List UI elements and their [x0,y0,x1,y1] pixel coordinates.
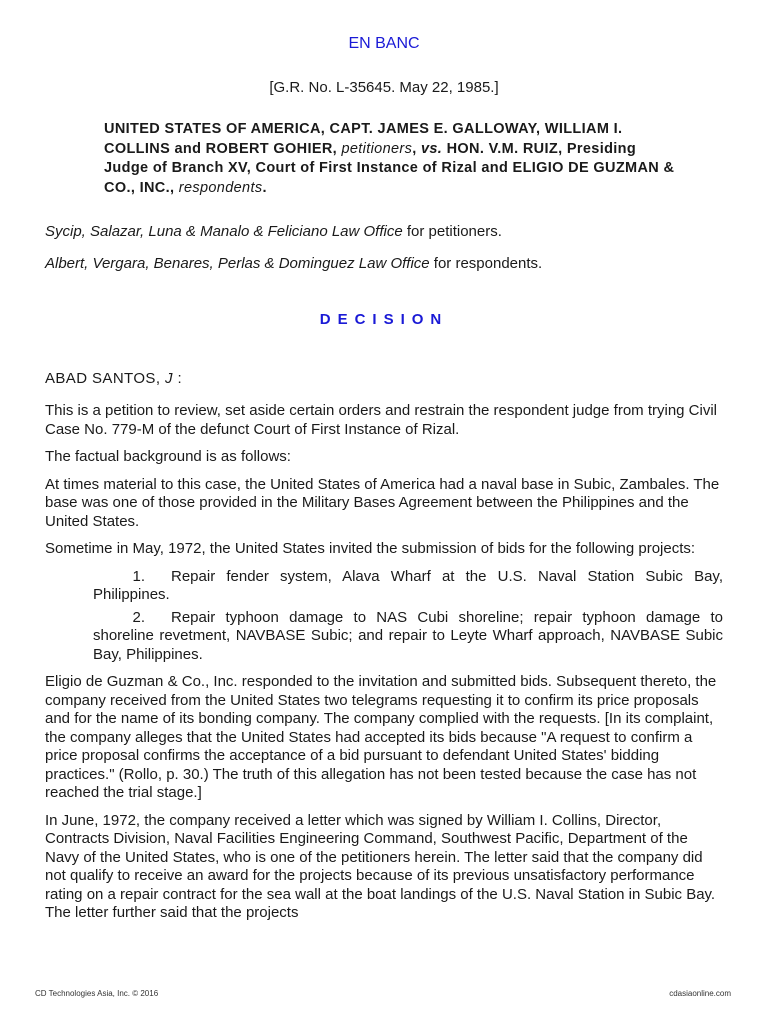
respondents-names: HON. V.M. RUIZ, Presiding Judge of Branch XV, Court of First Instance of Rizal and ELIGIO DE GUZMAN & CO., INC., [104,140,675,196]
paragraph: In June, 1972, the company received a letter which was signed by William I. Collins, Director, Contracts Division, Naval Facilities Engineering Command, Southwest Pacific, Department of the Navy of the United States, who is one of the petitioners herein. The letter said that the company did not qualify to receive an award for the projects because of its previous unsatisfactory performance rating on a repair contract for the sea wall at the boat landings of the U.S. Naval Station in Subic Bay. The letter further said that the projects [45,811,716,921]
case-number: [G.R. No. L-35645. May 22, 1985.] [269,79,499,96]
versus: vs. [420,140,443,157]
ponente: ABAD SANTOS, J : [45,370,183,387]
paragraph: Sometime in May, 1972, the United States invited the submission of bids for the following projects: [45,540,696,557]
footer-website[interactable]: cdasiaonline.com [669,989,731,998]
project-item [93,568,723,605]
ponente-title: J [164,370,173,387]
decision-body [45,402,723,932]
counsel-firm: Sycip, Salazar, Luna & Manalo & Feliciano Law Office [45,223,403,240]
court-division: EN BANC [348,35,420,52]
project-number: 1. [132,567,145,585]
decision-heading: DECISION [319,311,449,328]
project-item [93,609,723,665]
respondents-label: respondents [178,179,263,196]
petitioners-label: petitioners [341,140,413,157]
counsel-firm: Albert, Vergara, Benares, Perlas & Dominguez Law Office [45,255,430,272]
project-number: 2. [132,608,145,626]
case-caption: UNITED STATES OF AMERICA, CAPT. JAMES E. GALLOWAY, WILLIAM I. COLLINS and ROBERT GOHIER, petitioners, vs. HON. V.M. RUIZ, Presiding Judge of Branch XV, Court of First Instance of Rizal and ELIGIO DE GUZMAN & CO., INC., respondents. [104,121,675,196]
paragraph: At times material to this case, the United States of America had a naval base in Subic, Zambales. The base was one of those provided in the Military Bases Agreement between the Philippines and the United States. [45,475,720,530]
counsel-role: for petitioners. [406,223,502,240]
project-text: Repair typhoon damage to NAS Cubi shoreline; repair typhoon damage to shoreline revetment, NAVBASE Subic; and repair to Leyte Wharf approach, NAVBASE Subic Bay, Philippines. [93,608,723,663]
paragraph: This is a petition to review, set aside certain orders and restrain the respondent judge from trying Civil Case No. 779-M of the defunct Court of First Instance of Rizal. [45,402,717,438]
counsel-role: for respondents. [433,255,543,272]
counsel-petitioners [45,222,502,241]
project-text: Repair fender system, Alava Wharf at the U.S. Naval Station Subic Bay, Philippines. [93,567,723,603]
counsel-respondents [45,254,542,273]
paragraph: Eligio de Guzman & Co., Inc. responded to the invitation and submitted bids. Subsequent thereto, the company received from the United States two telegrams requesting it to confirm its price proposals and for the name of its bonding company. The company complied with the requests. [In its complaint, the company alleges that the United States had accepted its bids because "A request to confirm a price proposal confirms the acceptance of a bid pursuant to defendant United States' bidding practices." (Rollo, p. 30.) The truth of this allegation has not been tested because the case has not reached the trial stage.] [45,673,717,801]
paragraph: The factual background is as follows: [45,448,291,465]
petitioners-names: UNITED STATES OF AMERICA, CAPT. JAMES E. GALLOWAY, WILLIAM I. COLLINS and ROBERT GOHIER, [104,121,623,157]
ponente-name: ABAD SANTOS, [45,370,161,387]
footer-copyright: CD Technologies Asia, Inc. © 2016 [35,989,159,998]
